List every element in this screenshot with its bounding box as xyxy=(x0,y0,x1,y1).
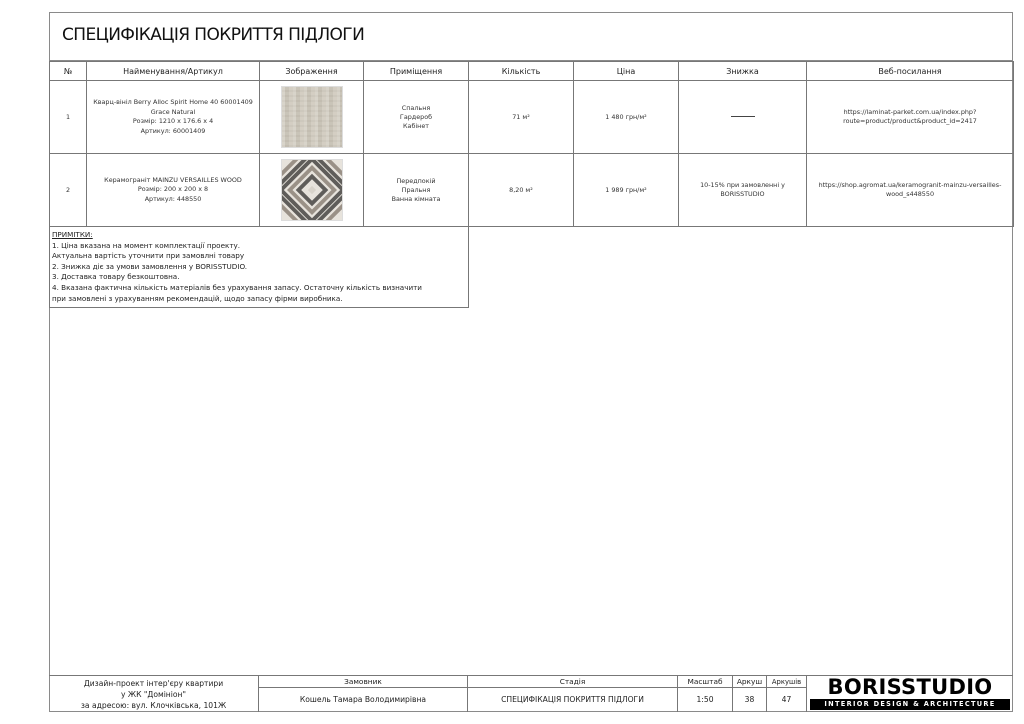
notes-title: ПРИМІТКИ: xyxy=(52,230,93,239)
client-label: Замовник xyxy=(259,676,468,688)
room-item: Передпокій xyxy=(396,176,436,185)
column-header-room: Приміщення xyxy=(364,62,469,81)
drawing-title-block xyxy=(49,675,1013,712)
column-header-number: № xyxy=(50,62,87,81)
geometric-tile-swatch-image xyxy=(281,159,343,221)
product-size: Розмір: 1210 x 176.6 x 4 xyxy=(132,117,214,125)
logo-wordmark: BORISSTUDIO xyxy=(827,675,993,699)
stage-value: СПЕЦИФІКАЦІЯ ПОКРИТТЯ ПІДЛОГИ xyxy=(468,688,678,712)
room-item: Гардероб xyxy=(399,112,433,121)
note-line: Актуальна вартість уточнити при замовлні товару xyxy=(52,251,245,261)
column-header-discount: Знижка xyxy=(679,62,807,81)
scale-label: Масштаб xyxy=(678,676,733,688)
product-name: Керамограніт MAINZU VERSAILLES WOOD xyxy=(104,175,242,184)
price-cell: 1 989 грн/м² xyxy=(574,154,679,227)
sheet-value: 38 xyxy=(733,688,767,712)
note-line: 1. Ціна вказана на момент комплектації проекту. xyxy=(52,240,241,250)
discount-cell xyxy=(679,81,807,154)
row-number: 1 xyxy=(50,81,87,154)
web-link[interactable]: https://shop.agromat.ua/keramogranit-mainzu-versailles-wood_s448550 xyxy=(807,154,1014,227)
price-cell: 1 480 грн/м² xyxy=(574,81,679,154)
room-item: Ванна кімната xyxy=(391,194,441,203)
product-article: Артикул: 448550 xyxy=(144,194,202,203)
note-line: 3. Доставка товару безкоштовна. xyxy=(52,272,180,282)
studio-logo xyxy=(807,676,1013,712)
column-header-price: Ціна xyxy=(574,62,679,81)
note-line: 4. Вказана фактична кількість матеріалів без урахування запасу. Остаточну кількість визначити xyxy=(52,282,422,292)
room-item: Пральня xyxy=(401,185,431,194)
product-image-cell xyxy=(260,81,364,154)
room-item: Спальня xyxy=(401,103,431,112)
product-variant: Grace Natural xyxy=(150,107,196,116)
product-article: Артикул: 60001409 xyxy=(140,126,206,135)
column-header-image: Зображення xyxy=(260,62,364,81)
specification-table xyxy=(49,61,1014,227)
sheet-label: Аркуш xyxy=(733,676,767,688)
product-name-cell xyxy=(87,154,260,227)
product-name-cell xyxy=(87,81,260,154)
sheets-total-label: Аркушів xyxy=(767,676,807,688)
scale-value: 1:50 xyxy=(678,688,733,712)
product-size: Розмір: 200 x 200 x 8 xyxy=(137,185,209,194)
rooms-cell xyxy=(364,154,469,227)
product-image-cell xyxy=(260,154,364,227)
sheets-total-value: 47 xyxy=(767,688,807,712)
table-row xyxy=(50,154,1014,227)
column-header-link: Веб-посилання xyxy=(807,62,1014,81)
column-header-name: Найменування/Артикул xyxy=(87,62,260,81)
web-link[interactable]: https://laminat-parket.com.ua/index.php?route=product/product&product_id=2417 xyxy=(807,81,1014,154)
product-name: Кварц-вініл Berry Alloc Spirit Home 40 60001409 xyxy=(93,98,253,106)
column-header-quantity: Кількість xyxy=(469,62,574,81)
quantity-cell: 71 м² xyxy=(469,81,574,154)
quantity-cell: 8,20 м² xyxy=(469,154,574,227)
address-line: у ЖК "Домініон" xyxy=(121,690,186,699)
row-number: 2 xyxy=(50,154,87,227)
table-header-row xyxy=(50,62,1014,81)
address-line: за адресою: вул. Клочківська, 101Ж xyxy=(80,701,227,710)
client-value: Кошель Тамара Володимирівна xyxy=(259,688,468,712)
logo-tagline: INTERIOR DESIGN & ARCHITECTURE xyxy=(810,699,1010,710)
notes-box xyxy=(49,226,469,308)
address-line: Дизайн-проект інтер'єру квартири xyxy=(83,679,224,688)
wood-plank-swatch-image xyxy=(281,86,343,148)
stage-label: Стадія xyxy=(468,676,678,688)
no-discount-dash xyxy=(731,116,755,117)
discount-cell: 10-15% при замовленні у BORISSTUDIO xyxy=(679,154,807,227)
note-line: при замовлені з урахуванням рекомендацій, щодо запасу фірми виробника. xyxy=(52,293,343,303)
rooms-cell xyxy=(364,81,469,154)
title-row xyxy=(49,12,1013,61)
room-item: Кабінет xyxy=(402,121,429,130)
page-title: СПЕЦИФІКАЦІЯ ПОКРИТТЯ ПІДЛОГИ xyxy=(62,25,365,45)
note-line: 2. Знижка діє за умови замовлення у BORISSTUDIO. xyxy=(52,261,248,271)
project-address xyxy=(49,676,259,712)
table-row xyxy=(50,81,1014,154)
